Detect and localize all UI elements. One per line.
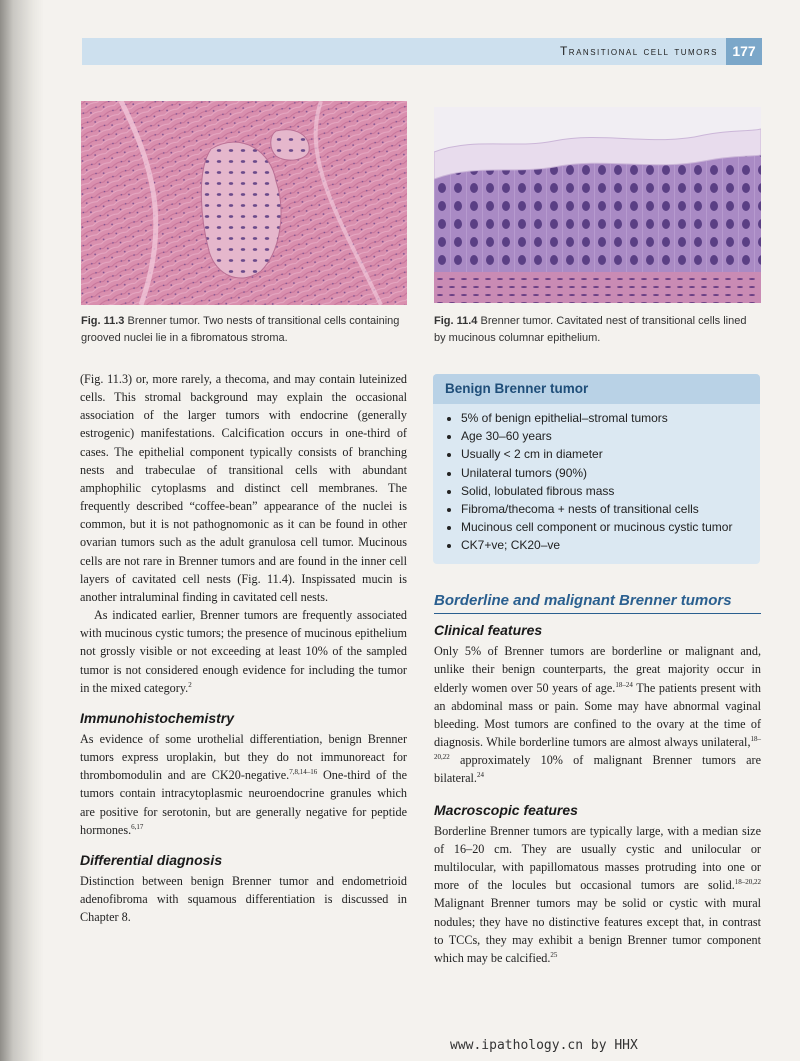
citation: 18–20,22 bbox=[734, 878, 761, 887]
histology-micrograph-epithelium-icon bbox=[434, 107, 761, 303]
figure-11-3-image bbox=[81, 101, 407, 305]
watermark: www.ipathology.cn by HHX bbox=[450, 1038, 638, 1053]
citation: 18–20,22 bbox=[434, 735, 761, 762]
list-item: • 5% of benign epithelial–stromal tumors bbox=[461, 409, 732, 427]
body-paragraph: As evidence of some urothelial differentiation, benign Brenner tumors express uroplakin, but they do not immunoreact for thrombomodulin and are CK20-negative.$^{7,8,14-16}$ One-third of the tumors contain intracytoplasmic neuroendocrine granules which are positive for serotonin, but are generally negative for peptide hormones.$^{6,17}$ bbox=[80, 731, 407, 837]
left-column bbox=[80, 370, 407, 927]
figure-11-4-caption bbox=[434, 313, 761, 347]
caption-text: Brenner tumor. Cavitated nest of transitional cells lined by mucinous columnar epithelium. bbox=[434, 315, 747, 344]
list-item: • Age 30–60 years bbox=[461, 427, 732, 445]
running-header-title: Transitional cell tumors bbox=[559, 44, 718, 58]
body-paragraph: As indicated earlier, Brenner tumors are frequently associated with mucinous cystic tumors; the presence of mucinous epithelium not grossly visible or not exceeding at least 10% of the sampled tumor is not considered enough evidence for including the tumor in the mixed category.$^2$ bbox=[80, 608, 407, 695]
page-gutter-shadow bbox=[0, 0, 44, 1061]
list-item: • CK7+ve; CK20–ve bbox=[461, 536, 732, 554]
body-paragraph: (Fig. 11.3) or, more rarely, a thecoma, and may contain luteinized cells. This stromal background may explain the occasional association of the larger tumors with endocrine (generally estrogenic) manifestations. Calcification occurs in one-third of cases. The epithelial component typically consists of branching nests and trabeculae of transitional cells with abundant amphophilic cytoplasms and distinct cell membranes. The frequently described “coffee-bean” appearance of the nuclei is common, but it is not pathognomonic as it can be found in other ovarian tumors such as the adult granulosa cell tumor. Mucinous cells are not rare in Brenner tumors and are found in the inner cell layers of cavitated cell nests (Fig. 11.4). Inspissated mucin is another intraluminal finding in cavitated cell nests. bbox=[80, 372, 407, 604]
body-paragraph: Borderline Brenner tumors are typically large, with a median size of 16–20 cm. They are usually cystic and unilocular or multilocular, with papillomatous masses protruding into one or more of the locules but occasional tumors are solid.$^{18-20,22}$ Malignant Brenner tumors may be solid or cystic with mural nodules; they have no distinctive features except that, in contrast to TCCs, they may exhibit a benign Brenner tumor component which may be calcified.$^{25}$ bbox=[434, 823, 761, 965]
summary-list bbox=[445, 409, 732, 555]
section-title-borderline-malignant: Borderline and malignant Brenner tumors bbox=[434, 592, 761, 614]
summary-box-title-bar bbox=[433, 374, 760, 404]
figure-11-4-image bbox=[434, 107, 761, 303]
citation: 24 bbox=[476, 771, 484, 780]
list-item: • Mucinous cell component or mucinous cystic tumor bbox=[461, 518, 732, 536]
body-paragraph: Distinction between benign Brenner tumor and endometrioid adenofibroma with squamous differentiation is discussed in Chapter 8. bbox=[80, 874, 407, 925]
list-item: • Fibroma/thecoma + nests of transitional cells bbox=[461, 500, 732, 518]
figure-label: Fig. 11.4 bbox=[434, 315, 478, 327]
histology-micrograph-stroma-icon bbox=[81, 101, 407, 305]
summary-box-benign-brenner bbox=[433, 374, 760, 564]
running-header bbox=[82, 38, 762, 65]
section-heading-clinical-features: Clinical features bbox=[434, 622, 543, 639]
section-heading-differential-diagnosis: Differential diagnosis bbox=[80, 851, 223, 868]
body-paragraph: Only 5% of Brenner tumors are borderline or malignant and, unlike their benign counterparts, the great majority occur in elderly women over 50 years of age.$^{18-24}$ The patients present with an abdominal mass or pain. Some may have abnormal vaginal bleeding. Most tumors are confined to the ovary at the time of diagnosis. While borderline tumors are almost always unilateral,$^{18-20,22}$ approximately 10% of malignant Brenner tumors are bilateral.$^{24}$ bbox=[434, 644, 761, 786]
citation: 25 bbox=[550, 950, 558, 959]
right-column bbox=[434, 592, 761, 967]
section-heading-immunohistochemistry: Immunohistochemistry bbox=[80, 709, 235, 726]
section-heading-macroscopic-features: Macroscopic features bbox=[434, 801, 578, 818]
citation: 2 bbox=[188, 680, 192, 689]
list-item: • Usually < 2 cm in diameter bbox=[461, 445, 732, 463]
list-item: • Unilateral tumors (90%) bbox=[461, 464, 732, 482]
citation: 6,17 bbox=[131, 822, 144, 831]
figure-11-3-caption bbox=[81, 313, 407, 347]
citation: 7,8,14–16 bbox=[289, 768, 318, 777]
summary-box-title: Benign Brenner tumor bbox=[445, 381, 589, 396]
caption-text: Brenner tumor. Two nests of transitional cells containing grooved nuclei lie in a fibromatous stroma. bbox=[81, 315, 400, 344]
list-item: • Solid, lobulated fibrous mass bbox=[461, 482, 732, 500]
figure-label: Fig. 11.3 bbox=[81, 315, 125, 327]
page-number: 177 bbox=[726, 38, 762, 65]
citation: 18–24 bbox=[615, 680, 633, 689]
